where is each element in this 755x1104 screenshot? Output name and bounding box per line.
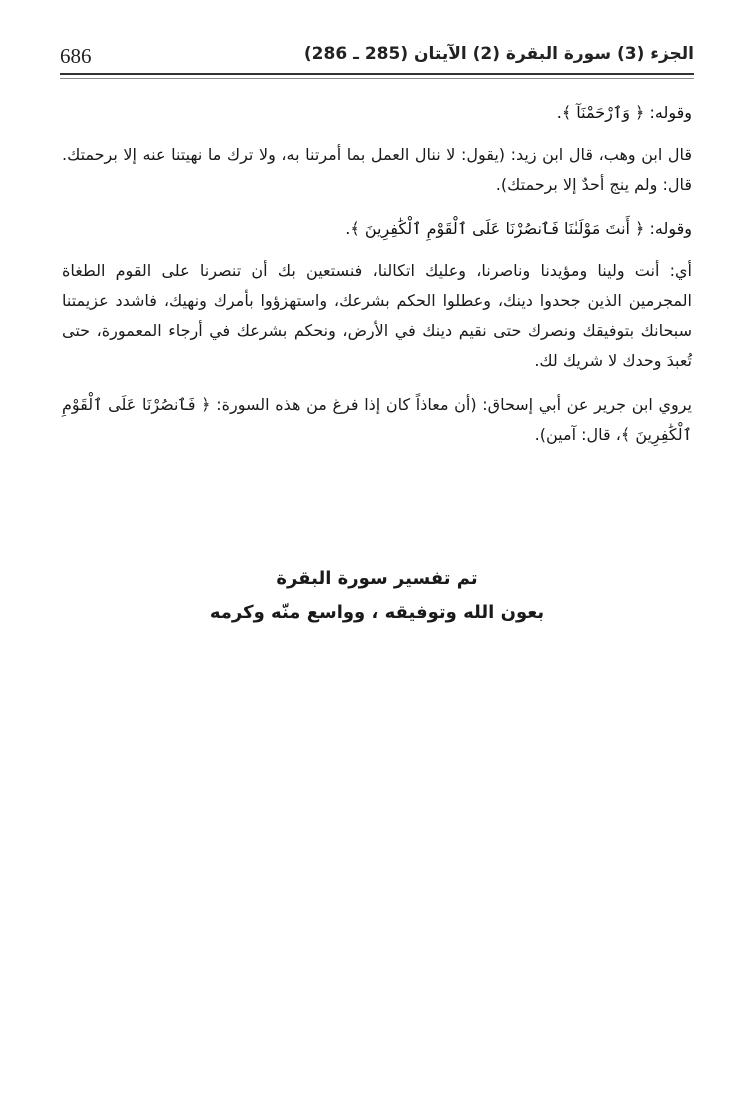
header-rule-thin — [60, 78, 694, 79]
closing-line-1: تم تفسير سورة البقرة — [276, 568, 478, 589]
running-title: الجزء (3) سورة البقرة (2) الآيتان (285 ـ 286) — [303, 44, 694, 64]
paragraph-commentary-1: قال ابن وهب، قال ابن زيد: (يقول: لا ننال العمل بما أمرتنا به، ولا ترك ما نهيتنا عنه إلا برحمتك. قال: ولم ينج أحدٌ إلا برحمتك). — [62, 145, 692, 194]
closing-line-2: بعون الله وتوفيقه ، وواسع منّه وكرمه — [209, 602, 545, 623]
page-number: 686 — [60, 44, 92, 68]
closing-statement — [62, 562, 692, 630]
paragraph-verse-1: وقوله: ﴿ وَٱرْحَمْنَآ ﴾. — [556, 103, 692, 122]
paragraph-verse-2: وقوله: ﴿ أَنتَ مَوْلَىٰنَا فَٱنصُرْنَا عَلَى ٱلْقَوْمِ ٱلْكَٰفِرِينَ ﴾. — [345, 219, 692, 238]
paragraph-commentary-3: يروي ابن جرير عن أبي إسحاق: (أن معاذاً كان إذا فرغ من هذه السورة: ﴿ فَٱنصُرْنَا عَلَى ٱلْقَوْمِ ٱلْكَٰفِرِينَ ﴾، قال: آمين). — [62, 395, 692, 444]
paragraph-commentary-2: أي: أنت ولينا ومؤيدنا وناصرنا، وعليك اتكالنا، فنستعين بك أن تنصرنا على القوم الطغاة المجرمين الذين جحدوا دينك، وعطلوا الحكم بشرعك، واستهزؤوا بأمرك ونهيك، فاشدد عزيمتنا سبحانك بتوفيقك ونصرك حتى نقيم دينك في الأرض، ونحكم بشرعك في أرجاء المعمورة، حتى تُعبدَ وحدك لا شريك لك. — [62, 261, 692, 370]
page-body — [62, 98, 692, 464]
header-rule-thick — [60, 73, 694, 75]
page-header — [60, 40, 694, 72]
